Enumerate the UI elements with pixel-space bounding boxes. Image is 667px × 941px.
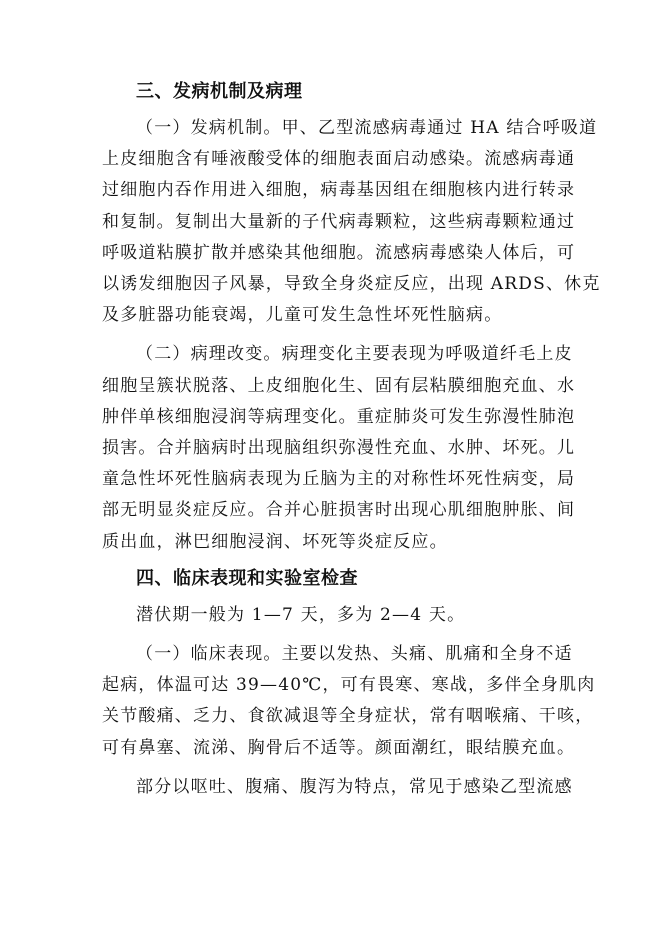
paragraph-gastrointestinal (102, 772, 572, 803)
paragraph-line: 童急性坏死性脑病表现为丘脑为主的对称性坏死性病变，局 (102, 469, 576, 490)
paragraph-lead: （一）临床表现。 (136, 644, 282, 665)
paragraph-line: 过细胞内吞作用进入细胞，病毒基因组在细胞核内进行转录 (102, 180, 576, 201)
paragraph-line: 损害。合并脑病时出现脑组织弥漫性充血、水肿、坏死。儿 (102, 438, 576, 459)
paragraph-incubation (102, 600, 572, 631)
paragraph-lead: （一）发病机制。 (136, 118, 282, 138)
paragraph-line: 上皮细胞含有唾液酸受体的细胞表面启动感染。流感病毒通 (102, 149, 576, 170)
paragraph-line: 肿伴单核细胞浸润等病理变化。重症肺炎可发生弥漫性肺泡 (102, 406, 576, 427)
paragraph-line: 部无明显炎症反应。合并心脏损害时出现心肌细胞肿胀、间 (102, 500, 576, 521)
paragraph-line: 质出血，淋巴细胞浸润、坏死等炎症反应。 (102, 531, 448, 552)
paragraph-line: 细胞呈簇状脱落、上皮细胞化生、固有层粘膜细胞充血、水 (102, 375, 576, 396)
section-heading-clinical: 四、临床表现和实验室检查 (136, 567, 358, 589)
paragraph-clinical-manifestation (102, 639, 596, 764)
paragraph-line: 呼吸道粘膜扩散并感染其他细胞。流感病毒感染人体后，可 (102, 242, 576, 263)
paragraph-line: （一）发病机制。甲、乙型流感病毒通过 HA 结合呼吸道 (136, 118, 598, 138)
document-page (102, 77, 601, 803)
paragraph-pathology-changes (102, 339, 576, 557)
paragraph-line: 及多脏器功能衰竭，儿童可发生急性坏死性脑病。 (102, 305, 503, 326)
paragraph-line: 部分以呕吐、腹痛、腹泻为特点，常见于感染乙型流感 (136, 776, 573, 797)
paragraph-line: 可有鼻塞、流涕、胸骨后不适等。颜面潮红，眼结膜充血。 (102, 737, 576, 758)
paragraph-line: 和复制。复制出大量新的子代病毒颗粒，这些病毒颗粒通过 (102, 211, 576, 232)
paragraph-line: 起病，体温可达 39—40℃，可有畏寒、寒战，多伴全身肌肉 (102, 675, 596, 696)
paragraph-line: 潜伏期一般为 1—7 天，多为 2—4 天。 (136, 604, 466, 625)
paragraph-line: 关节酸痛、乏力、食欲减退等全身症状，常有咽喉痛、干咳， (102, 706, 594, 727)
paragraph-pathogenesis-mechanism (102, 113, 601, 331)
paragraph-line: 以诱发细胞因子风暴，导致全身炎症反应，出现 ARDS、休克 (102, 274, 601, 295)
paragraph-line: （一）临床表现。主要以发热、头痛、肌痛和全身不适 (136, 644, 573, 665)
section-heading-pathogenesis: 三、发病机制及病理 (136, 81, 303, 102)
paragraph-lead: （二）病理改变。 (136, 344, 282, 365)
paragraph-line: （二）病理改变。病理变化主要表现为呼吸道纤毛上皮 (136, 344, 573, 365)
